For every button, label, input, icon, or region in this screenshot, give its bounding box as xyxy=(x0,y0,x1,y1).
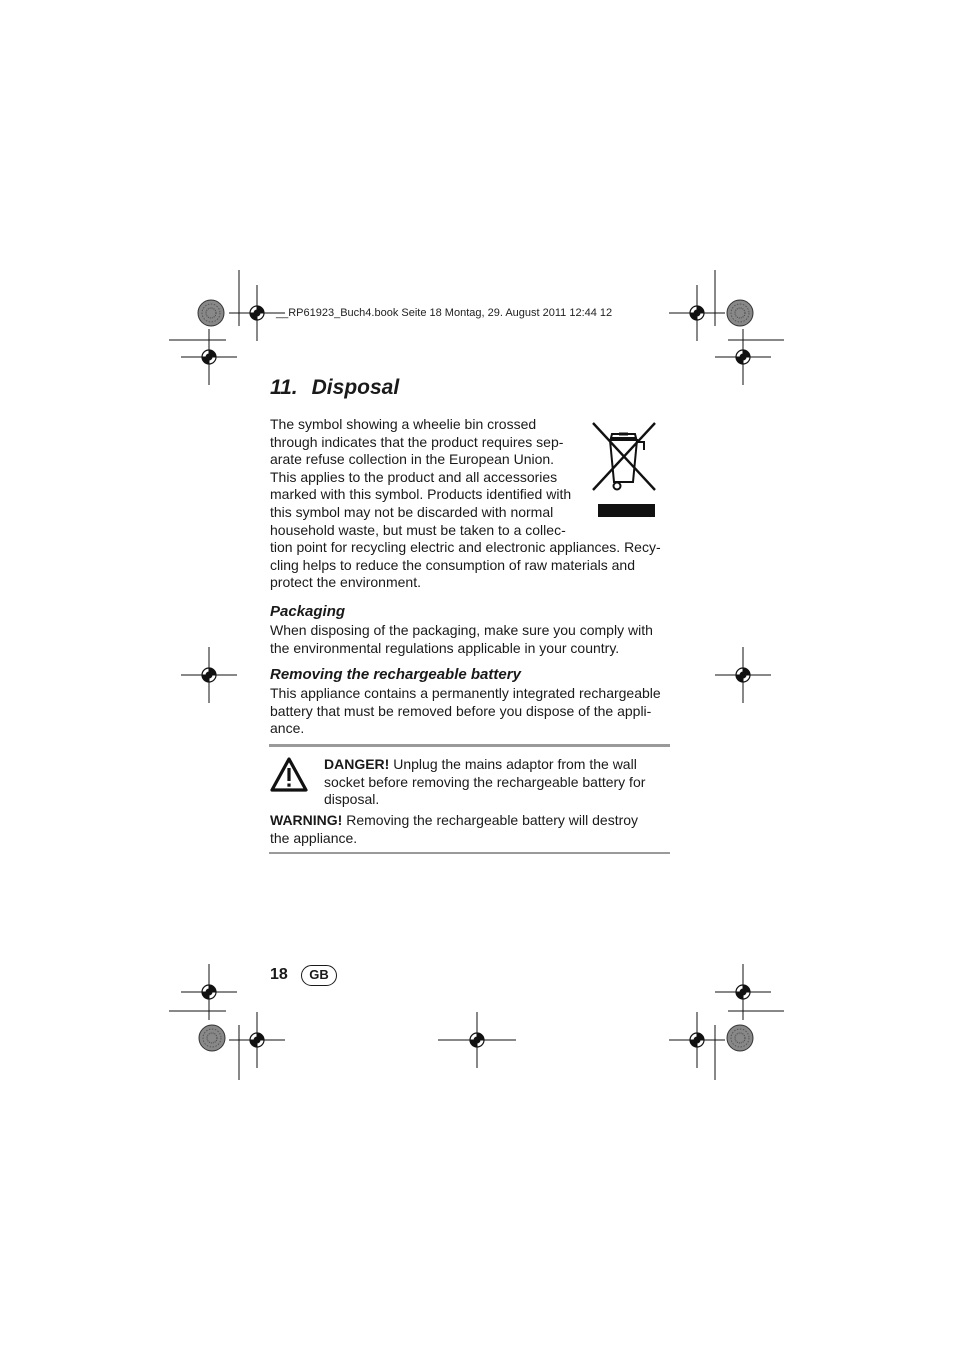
notice-top-rule xyxy=(269,744,670,747)
danger-line: disposal. xyxy=(324,791,380,808)
danger-notice xyxy=(324,756,645,809)
intro-line: this symbol may not be discarded with normal xyxy=(270,503,554,520)
registration-mark-icon xyxy=(229,1012,285,1068)
danger-line: socket before removing the rechargeable battery for xyxy=(324,773,646,790)
crossed-wheelie-bin-icon xyxy=(590,420,658,520)
intro-line: tion point for recycling electric and electronic appliances. Recy- xyxy=(270,539,661,556)
intro-line: arate refuse collection in the European Union. xyxy=(270,451,555,468)
language-badge: GB xyxy=(301,965,337,986)
registration-mark-icon xyxy=(181,329,237,385)
book-header: __RP61923_Buch4.book Seite 18 Montag, 29. August 2011 12:44 12 xyxy=(276,307,613,319)
intro-line: protect the environment. xyxy=(270,574,421,591)
section-number: 11. xyxy=(270,376,298,399)
battery-paragraph xyxy=(270,685,661,738)
intro-line: This applies to the product and all accessories xyxy=(270,468,558,485)
registration-mark-icon xyxy=(669,285,725,341)
color-wheel-mark-icon xyxy=(199,1025,225,1051)
battery-line: This appliance contains a permanently integrated rechargeable xyxy=(270,685,661,701)
registration-mark-icon xyxy=(181,647,237,703)
color-wheel-mark-icon xyxy=(198,300,224,326)
page-number: 18 xyxy=(270,966,288,983)
notice-bottom-rule xyxy=(269,852,670,854)
registration-mark-icon xyxy=(669,1012,725,1068)
packaging-line: When disposing of the packaging, make sure you comply with xyxy=(270,622,653,638)
registration-mark-icon xyxy=(715,329,771,385)
danger-label: DANGER! xyxy=(324,756,390,772)
battery-line: ance. xyxy=(270,720,305,737)
registration-mark-icon xyxy=(715,964,771,1020)
intro-line: marked with this symbol. Products identified with xyxy=(270,486,572,503)
warning-text: Removing the rechargeable battery will destroy xyxy=(342,812,639,828)
packaging-line: the environmental regulations applicable in your country. xyxy=(270,639,620,656)
intro-line: cling helps to reduce the consumption of raw materials and xyxy=(270,556,635,573)
section-title xyxy=(270,376,399,400)
warning-notice xyxy=(270,812,638,847)
registration-mark-icon xyxy=(715,647,771,703)
packaging-heading: Packaging xyxy=(270,603,346,620)
packaging-paragraph xyxy=(270,622,653,657)
warning-label: WARNING! xyxy=(270,812,343,828)
warning-triangle-icon xyxy=(270,757,308,793)
color-wheel-mark-icon xyxy=(727,1025,753,1051)
intro-line: through indicates that the product requires sep- xyxy=(270,433,564,450)
battery-heading: Removing the rechargeable battery xyxy=(270,666,521,683)
registration-mark-icon xyxy=(181,964,237,1020)
battery-line: battery that must be removed before you dispose of the appli- xyxy=(270,702,652,719)
color-wheel-mark-icon xyxy=(727,300,753,326)
section-title-text: Disposal xyxy=(311,376,400,399)
warning-line: the appliance. xyxy=(270,829,358,846)
danger-text: Unplug the mains adaptor from the wall xyxy=(389,756,637,772)
intro-line: The symbol showing a wheelie bin crossed xyxy=(270,416,537,432)
intro-line: household waste, but must be taken to a collec- xyxy=(270,521,566,538)
